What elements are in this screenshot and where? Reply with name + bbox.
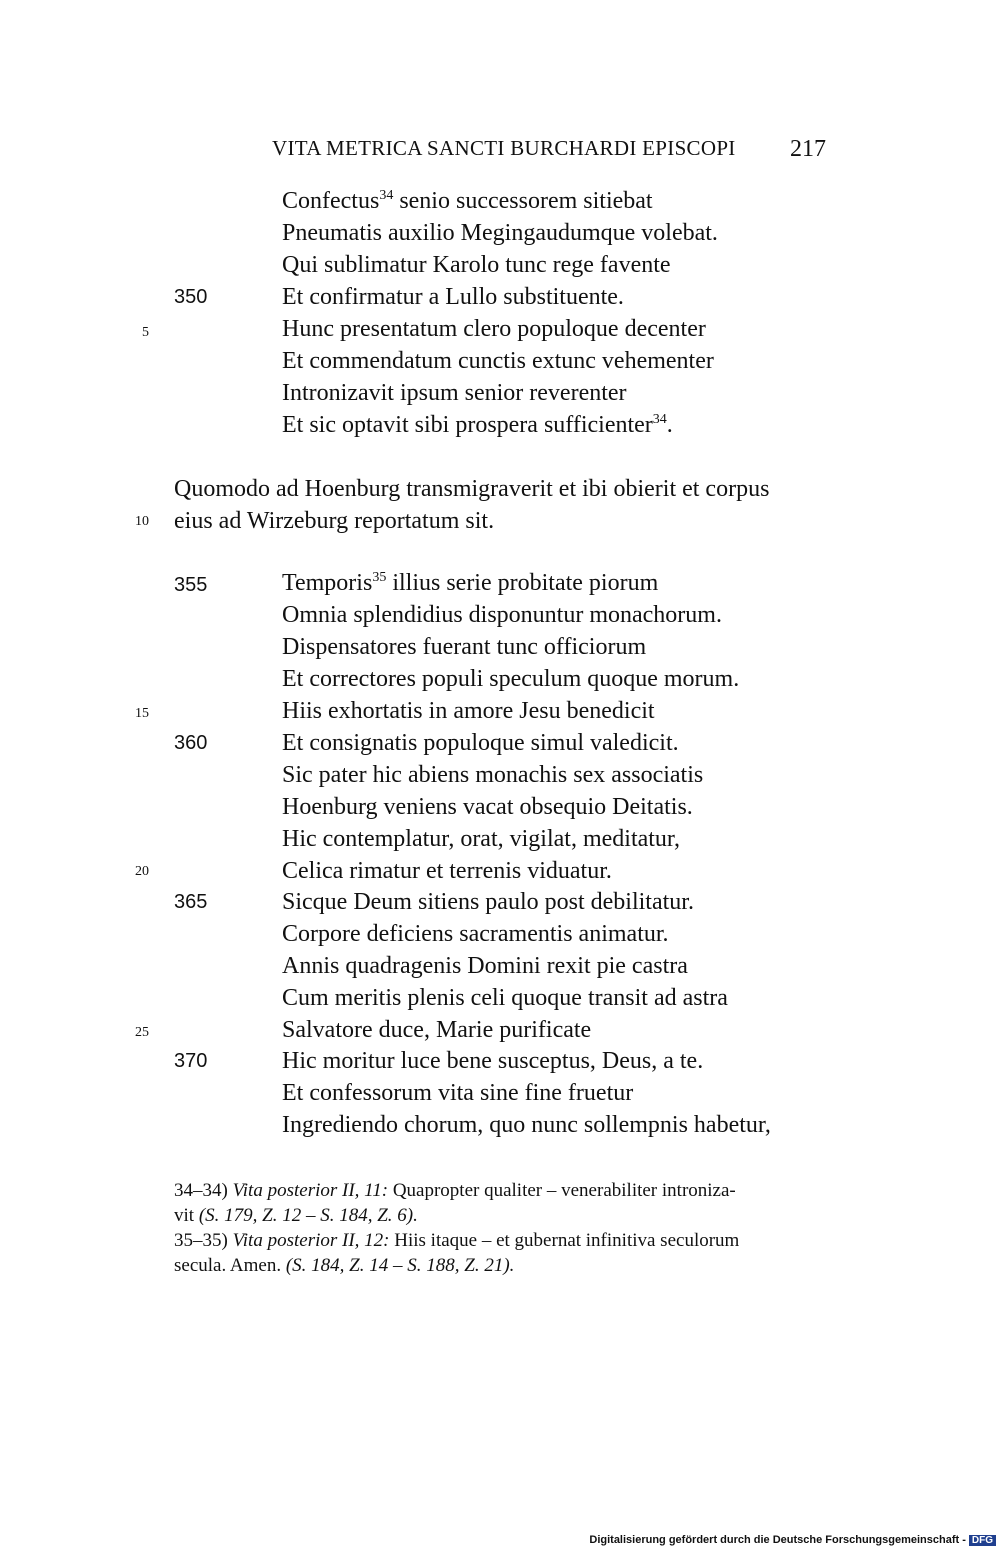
footnote-reference: (S. 184, Z. 14 – S. 188, Z. 21).	[285, 1255, 515, 1276]
verse-line: Hunc presentatum clero populoque decenter	[282, 316, 706, 342]
verse-line: Salvatore duce, Marie purificate	[282, 1017, 592, 1043]
verse-line: Sic pater hic abiens monachis sex associatis	[282, 762, 704, 788]
running-title: VITA METRICA SANCTI BURCHARDI EPISCOPI	[272, 136, 736, 160]
verse-line: Temporis$^{35}$ illius serie probitate piorum	[282, 570, 659, 596]
verse-line: Et confessorum vita sine fine fruetur	[282, 1080, 634, 1106]
verse-line: Ingrediendo chorum, quo nunc sollempnis habetur,	[282, 1112, 771, 1138]
footnote-source: Vita posterior II, 12:	[232, 1230, 390, 1251]
verse-line: Hic moritur luce bene susceptus, Deus, a te.	[282, 1048, 704, 1074]
footnote-line: 35–35) Vita posterior II, 12: Hiis itaque – et gubernat infinitiva seculorum	[174, 1230, 740, 1251]
verse-line: Et sic optavit sibi prospera sufficienter$^{34}$.	[282, 412, 673, 438]
verse-line: Et correctores populi speculum quoque morum.	[282, 666, 740, 692]
footnote-line: 34–34) Vita posterior II, 11: Quapropter qualiter – venerabiliter introniza-	[174, 1180, 736, 1201]
footnote-line: vit (S. 179, Z. 12 – S. 184, Z. 6).	[174, 1205, 418, 1226]
margin-line-number: 20	[135, 864, 149, 879]
verse-line: Hic contemplatur, orat, vigilat, meditatur,	[282, 826, 680, 852]
footnote-marker[interactable]: 34	[652, 412, 667, 427]
footnote-marker[interactable]: 34	[379, 188, 394, 203]
verse-line: Qui sublimatur Karolo tunc rege favente	[282, 252, 671, 278]
footnote-marker[interactable]: 35	[372, 570, 387, 585]
verse-number: 360	[174, 732, 208, 754]
footnote-label: 35–35)	[174, 1230, 228, 1251]
dfg-logo: DFG	[969, 1535, 996, 1546]
footnote-label: 34–34)	[174, 1180, 228, 1201]
verse-line: Pneumatis auxilio Megingaudumque volebat.	[282, 220, 718, 246]
footnote-line: secula. Amen. (S. 184, Z. 14 – S. 188, Z. 21).	[174, 1255, 515, 1276]
verse-line: Confectus$^{34}$ senio successorem sitiebat	[282, 188, 653, 214]
verse-number: 365	[174, 891, 208, 913]
verse-line: Intronizavit ipsum senior reverenter	[282, 380, 627, 406]
verse-line: Dispensatores fuerant tunc officiorum	[282, 634, 647, 660]
footnote-source: Vita posterior II, 11:	[232, 1180, 389, 1201]
verse-line: Et consignatis populoque simul valedicit.	[282, 730, 679, 756]
margin-line-number: 5	[142, 325, 149, 340]
page-number: 217	[790, 136, 826, 162]
verse-line: Corpore deficiens sacramentis animatur.	[282, 921, 669, 947]
verse-line: Annis quadragenis Domini rexit pie castra	[282, 953, 688, 979]
margin-line-number: 15	[135, 706, 149, 721]
verse-line: Sicque Deum sitiens paulo post debilitatur.	[282, 889, 694, 915]
section-heading-line: Quomodo ad Hoenburg transmigraverit et ibi obierit et corpus	[174, 476, 770, 502]
verse-line: Et confirmatur a Lullo substituente.	[282, 284, 624, 310]
verse-line: Hiis exhortatis in amore Jesu benedicit	[282, 698, 655, 724]
margin-line-number: 10	[135, 514, 149, 529]
footnote-reference: (S. 179, Z. 12 – S. 184, Z. 6).	[198, 1205, 418, 1226]
verse-line: Cum meritis plenis celi quoque transit ad astra	[282, 985, 728, 1011]
verse-line: Omnia splendidius disponuntur monachorum.	[282, 602, 722, 628]
section-heading-line: eius ad Wirzeburg reportatum sit.	[174, 508, 495, 534]
digitization-credit: Digitalisierung gefördert durch die Deutsche Forschungsgemeinschaft - DFG	[589, 1534, 996, 1546]
verse-line: Celica rimatur et terrenis viduatur.	[282, 858, 612, 884]
verse-line: Hoenburg veniens vacat obsequio Deitatis.	[282, 794, 693, 820]
verse-number: 370	[174, 1050, 208, 1072]
verse-number: 350	[174, 286, 208, 308]
verse-number: 355	[174, 574, 208, 596]
verse-line: Et commendatum cunctis extunc vehementer	[282, 348, 714, 374]
margin-line-number: 25	[135, 1025, 149, 1040]
